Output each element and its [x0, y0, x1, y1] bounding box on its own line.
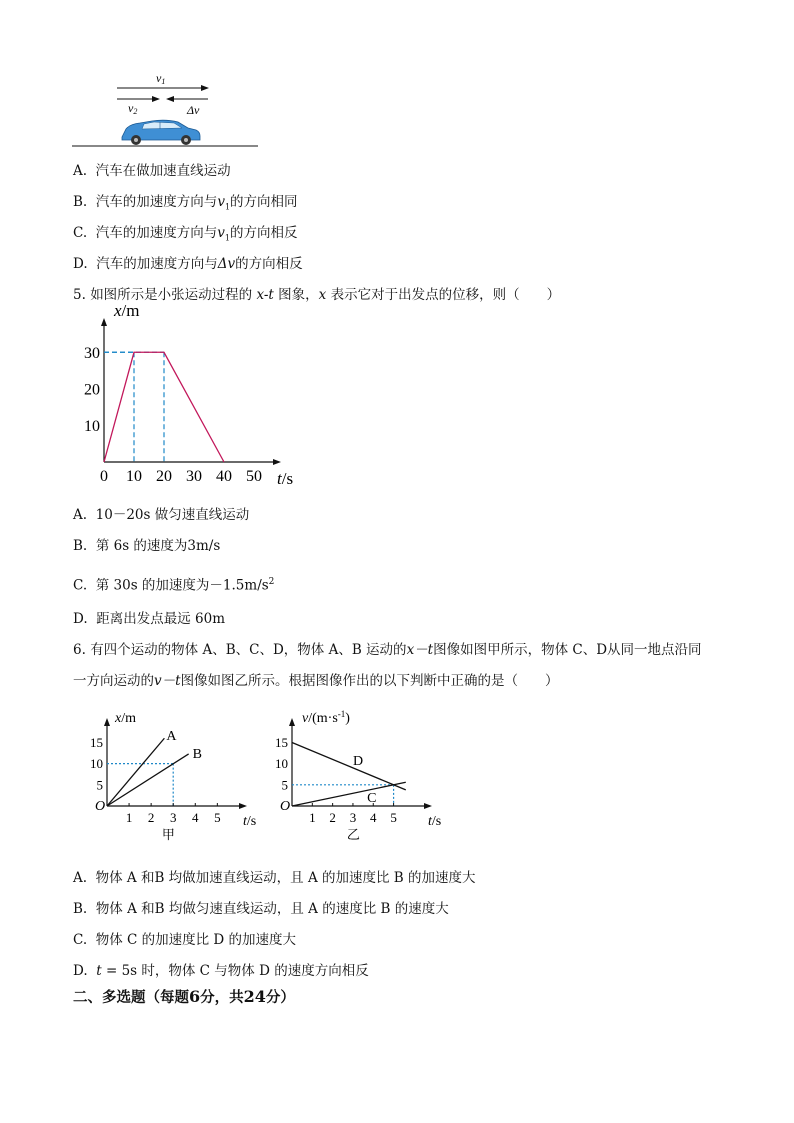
- q5-stem: [73, 286, 560, 304]
- v2-arrow-head: [152, 96, 160, 102]
- v1-label: v1: [156, 71, 166, 86]
- option-text: 10－20s 做匀速直线运动: [95, 507, 250, 523]
- y-axis-arrow: [104, 718, 110, 726]
- stem-text: 图像如图甲所示，物体 C、D从同一地点沿同: [433, 642, 702, 658]
- chart-caption: 乙: [346, 827, 360, 842]
- section-text: 分）: [265, 989, 295, 1006]
- vt-chart-yi: [270, 709, 442, 850]
- option-letter: B.: [73, 538, 88, 554]
- option-sup: 2: [268, 577, 275, 587]
- option-letter: D.: [73, 256, 88, 272]
- option-letter: A.: [73, 163, 88, 179]
- option-text: 物体 C 的加速度比 D 的加速度大: [95, 932, 297, 948]
- option-letter: A.: [73, 870, 88, 886]
- option-text: = 5s 时，物体 C 与物体 D 的速度方向相反: [101, 963, 369, 979]
- option-letter: A.: [73, 507, 88, 523]
- stem-var: x-t: [256, 287, 274, 303]
- stem-text: 图像如图乙所示。根据图像作出的以下判断中正确的是（ ）: [180, 673, 559, 689]
- q4-option-b[interactable]: [73, 193, 298, 217]
- option-text: 第 30s 的加速度为－1.5m/s: [95, 577, 269, 594]
- question-number: 6.: [73, 642, 86, 658]
- stem-text: 有四个运动的物体 A、B、C、D，物体 A、B 运动的: [90, 642, 407, 658]
- series-line-b: [107, 754, 189, 806]
- y-tick-label: 15: [90, 735, 103, 751]
- series-line-a: [107, 738, 164, 806]
- option-text: 汽车的加速度方向与: [95, 194, 218, 210]
- q6-option-b[interactable]: [73, 900, 449, 918]
- series-label-b: B: [192, 746, 202, 762]
- chart-caption: 甲: [161, 827, 175, 842]
- y-tick-label: 30: [84, 344, 100, 362]
- series-label-c: C: [367, 790, 377, 806]
- option-text: 汽车的加速度方向与: [96, 256, 218, 272]
- q5-option-c[interactable]: [73, 573, 274, 595]
- section-header: [73, 988, 295, 1007]
- x-axis-arrow: [424, 803, 432, 809]
- x-axis-label: t/s: [243, 814, 257, 829]
- origin-label: O: [280, 799, 291, 814]
- x-tick-label: 20: [156, 468, 172, 485]
- option-letter: D.: [73, 963, 88, 979]
- v1-arrow-head: [201, 85, 209, 91]
- q5-option-a[interactable]: [73, 506, 249, 524]
- stem-text: 表示它对于出发点的位移，则（ ）: [330, 287, 561, 303]
- y-axis-label: $v/(m\cdot s^{-1})$: [302, 709, 350, 726]
- option-letter: C.: [73, 577, 88, 594]
- car-icon: [122, 120, 200, 145]
- option-letter: B.: [73, 901, 88, 917]
- dv-arrow-head: [166, 96, 174, 102]
- x-tick-label: 50: [246, 468, 262, 485]
- series-label-a: A: [166, 729, 177, 745]
- x-tick-label: 4: [192, 810, 199, 825]
- x-tick-label: 0: [100, 468, 108, 485]
- x-axis-label: t/s: [428, 814, 442, 829]
- y-axis-label: x/m: [114, 301, 140, 320]
- section-number: 6: [189, 987, 201, 1006]
- y-axis-arrow: [101, 318, 107, 326]
- stem-text: 如图所示是小张运动过程的: [90, 287, 253, 303]
- option-text: 的方向相反: [235, 256, 303, 272]
- option-letter: D.: [73, 611, 88, 627]
- y-tick-label: 10: [84, 418, 100, 436]
- y-tick-label: 10: [90, 756, 103, 772]
- stem-text: 一方向运动的: [73, 673, 154, 689]
- q4-option-c[interactable]: [73, 224, 297, 248]
- x-axis-arrow: [239, 803, 247, 809]
- y-tick-label: 5: [96, 777, 103, 793]
- x-tick-label: 4: [370, 810, 377, 825]
- car-figure: [70, 66, 260, 158]
- option-text: 第 6s 的速度为3m/s: [95, 538, 221, 554]
- option-text: 物体 A 和B 均做加速直线运动，且 A 的加速度比 B 的加速度大: [95, 870, 476, 886]
- option-var: v: [217, 194, 225, 210]
- option-sub: 1: [224, 233, 230, 243]
- stem-var: x－t: [406, 642, 434, 658]
- dv-label: Δv: [187, 103, 200, 117]
- q4-option-d[interactable]: [73, 255, 303, 273]
- y-tick-label: 20: [84, 381, 100, 399]
- stem-var: v－t: [154, 673, 181, 689]
- option-letter: C.: [73, 225, 88, 241]
- x-tick-label: 40: [216, 468, 232, 485]
- option-var: v: [217, 225, 225, 241]
- x-tick-label: 10: [126, 468, 142, 485]
- x-tick-label: 30: [186, 468, 202, 485]
- option-text: 的方向相同: [230, 194, 298, 210]
- option-text: 汽车在做加速直线运动: [95, 163, 231, 179]
- xt-chart-q5: [80, 301, 310, 490]
- x-tick-label: 2: [329, 810, 336, 825]
- x-tick-label: 1: [309, 810, 316, 825]
- x-tick-label: 1: [125, 810, 133, 825]
- section-text: 分，共: [200, 989, 244, 1006]
- q4-option-a[interactable]: [73, 162, 231, 180]
- option-var: t: [96, 963, 102, 979]
- q6-stem-line1: [73, 641, 702, 659]
- series-label-d: D: [352, 754, 364, 770]
- y-tick-label: 10: [275, 756, 288, 772]
- x-tick-label: 5: [390, 810, 397, 825]
- option-text: 距离出发点最远 60m: [96, 611, 226, 627]
- question-number: 5.: [73, 287, 86, 303]
- x-axis-arrow: [273, 459, 281, 465]
- q6-option-a[interactable]: [73, 869, 476, 887]
- car-figure-svg: [70, 66, 260, 158]
- x-tick-label: 5: [214, 810, 221, 825]
- y-tick-label: 5: [281, 777, 288, 793]
- series-line-c: [292, 782, 406, 806]
- option-letter: C.: [73, 932, 88, 948]
- xt-chart-jia: [82, 712, 262, 850]
- option-text: 物体 A 和B 均做匀速直线运动，且 A 的速度比 B 的速度大: [95, 901, 449, 917]
- section-text: 二、多选题（每题: [73, 989, 189, 1006]
- x-tick-label: 3: [169, 810, 177, 825]
- stem-var: x: [318, 287, 327, 303]
- y-tick-label: 15: [275, 735, 288, 751]
- option-text: 的方向相反: [229, 225, 298, 241]
- y-axis-arrow: [289, 718, 295, 726]
- option-text: 汽车的加速度方向与: [95, 225, 218, 241]
- v2-label: v2: [128, 101, 138, 116]
- q6-option-d[interactable]: [73, 962, 369, 980]
- option-sub: 1: [224, 202, 231, 212]
- option-var: Δv: [217, 256, 236, 272]
- series-line-d: [292, 742, 406, 789]
- x-tick-label: 3: [349, 810, 357, 825]
- origin-label: O: [95, 799, 106, 814]
- q6-stem-line2: [73, 672, 559, 690]
- y-axis-label: x/m: [115, 711, 136, 726]
- q6-option-c[interactable]: [73, 931, 296, 949]
- x-tick-label: 2: [147, 810, 155, 825]
- stem-text: 图象，: [278, 287, 319, 303]
- q5-option-d[interactable]: [73, 610, 225, 628]
- section-number: 24: [243, 987, 266, 1006]
- q5-option-b[interactable]: [73, 537, 220, 555]
- x-axis-label: t/s: [277, 469, 294, 488]
- option-letter: B.: [73, 194, 88, 210]
